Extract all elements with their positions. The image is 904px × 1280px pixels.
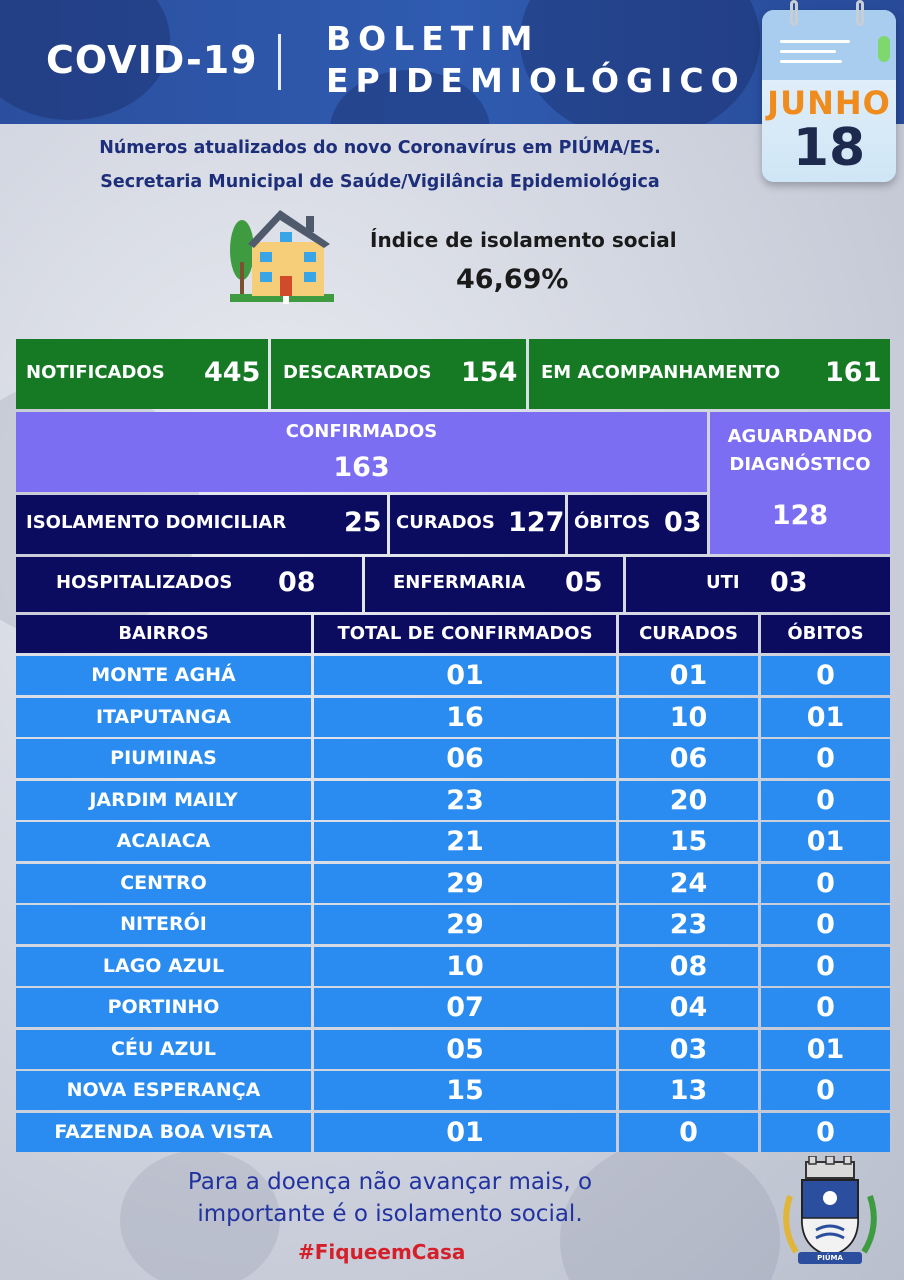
table-row — [16, 739, 890, 778]
curados-count: 15 — [619, 822, 758, 861]
obitos-count: 0 — [761, 905, 890, 944]
table-header-obitos: ÓBITOS — [761, 615, 890, 653]
notificados-label: NOTIFICADOS — [26, 362, 165, 383]
bairro-name: LAGO AZUL — [16, 947, 311, 986]
table-header-total: TOTAL DE CONFIRMADOS — [314, 615, 616, 653]
aguardando-label-line1: AGUARDANDO — [727, 426, 873, 447]
curados-count: 03 — [619, 1030, 758, 1069]
obitos-count: 0 — [761, 739, 890, 778]
descartados-label: DESCARTADOS — [283, 362, 432, 383]
bairro-name: JARDIM MAILY — [16, 781, 311, 820]
descartados-box — [271, 339, 526, 409]
table-row — [16, 988, 890, 1027]
curados-count: 0 — [619, 1113, 758, 1152]
curados-label: CURADOS — [396, 512, 495, 533]
isolamento-label: ISOLAMENTO DOMICILIAR — [26, 512, 287, 533]
calendar-ring-icon — [790, 0, 798, 26]
enfermaria-value: 05 — [565, 567, 603, 598]
bairro-name: FAZENDA BOA VISTA — [16, 1113, 311, 1152]
table-row — [16, 822, 890, 861]
aguardando-box — [710, 412, 890, 554]
confirmados-box — [16, 412, 707, 492]
total-confirmados: 29 — [314, 905, 616, 944]
hashtag: #FiqueemCasa — [298, 1240, 466, 1264]
table-row — [16, 1030, 890, 1069]
curados-count: 23 — [619, 905, 758, 944]
total-confirmados: 29 — [314, 864, 616, 903]
enfermaria-box — [365, 557, 623, 612]
bairro-name: NITERÓI — [16, 905, 311, 944]
notificados-value: 445 — [204, 357, 261, 388]
acompanhamento-box — [529, 339, 890, 409]
obitos-label: ÓBITOS — [574, 512, 651, 533]
table-row — [16, 1071, 890, 1110]
curados-value: 127 — [508, 507, 565, 538]
descartados-value: 154 — [461, 357, 518, 388]
acompanhamento-label: EM ACOMPANHAMENTO — [541, 362, 781, 383]
aguardando-label-line2: DIAGNÓSTICO — [729, 454, 871, 475]
curados-count: 13 — [619, 1071, 758, 1110]
table-row — [16, 1113, 890, 1152]
bairro-name: PORTINHO — [16, 988, 311, 1027]
boletim-line1: BOLETIM — [326, 19, 540, 58]
table-row — [16, 656, 890, 695]
bairro-name: NOVA ESPERANÇA — [16, 1071, 311, 1110]
curados-count: 24 — [619, 864, 758, 903]
curados-count: 04 — [619, 988, 758, 1027]
total-confirmados: 01 — [314, 656, 616, 695]
obitos-value: 03 — [664, 507, 702, 538]
calendar-ring-icon — [856, 0, 864, 26]
isolation-label: Índice de isolamento social — [370, 228, 677, 252]
obitos-count: 01 — [761, 1030, 890, 1069]
table-row — [16, 698, 890, 737]
total-confirmados: 23 — [314, 781, 616, 820]
house-icon — [226, 202, 338, 306]
total-confirmados: 01 — [314, 1113, 616, 1152]
bairro-name: CENTRO — [16, 864, 311, 903]
isolamento-value: 25 — [344, 507, 382, 538]
table-header-curados: CURADOS — [619, 615, 758, 653]
obitos-count: 0 — [761, 1113, 890, 1152]
bairro-name: CÉU AZUL — [16, 1030, 311, 1069]
obitos-box — [568, 495, 707, 554]
calendar-icon — [762, 10, 896, 182]
crest-label: PIÚMA — [817, 1254, 843, 1262]
aguardando-value: 128 — [771, 500, 829, 531]
subtitle-line2: Secretaria Municipal de Saúde/Vigilância Epidemiológica — [100, 172, 660, 192]
isolamento-box — [16, 495, 387, 554]
hospitalizados-value: 08 — [278, 567, 316, 598]
boletim-line2: EPIDEMIOLÓGICO — [326, 61, 746, 100]
header-divider — [278, 34, 281, 90]
bairro-name: ITAPUTANGA — [16, 698, 311, 737]
bairro-name: ACAIACA — [16, 822, 311, 861]
total-confirmados: 21 — [314, 822, 616, 861]
calendar-day: 18 — [792, 118, 866, 178]
curados-count: 06 — [619, 739, 758, 778]
curados-count: 08 — [619, 947, 758, 986]
total-confirmados: 16 — [314, 698, 616, 737]
acompanhamento-value: 161 — [825, 357, 882, 388]
obitos-count: 0 — [761, 947, 890, 986]
total-confirmados: 07 — [314, 988, 616, 1027]
bairro-name: MONTE AGHÁ — [16, 656, 311, 695]
uti-value: 03 — [770, 567, 808, 598]
notificados-box — [16, 339, 268, 409]
enfermaria-label: ENFERMARIA — [393, 572, 526, 593]
confirmados-label: CONFIRMADOS — [285, 421, 438, 442]
total-confirmados: 15 — [314, 1071, 616, 1110]
isolation-value: 46,69% — [456, 264, 569, 295]
subtitle-line1: Números atualizados do novo Coronavírus em PIÚMA/ES. — [99, 138, 661, 158]
confirmados-value: 163 — [333, 452, 390, 483]
uti-box — [626, 557, 890, 612]
total-confirmados: 05 — [314, 1030, 616, 1069]
total-confirmados: 06 — [314, 739, 616, 778]
city-crest-icon — [776, 1156, 884, 1268]
obitos-count: 0 — [761, 781, 890, 820]
footer-message-line1: Para a doença não avançar mais, o — [187, 1169, 593, 1195]
calendar-month: JUNHO — [767, 84, 891, 122]
curados-count: 10 — [619, 698, 758, 737]
covid-title: COVID-19 — [46, 38, 258, 82]
bairro-name: PIUMINAS — [16, 739, 311, 778]
table-header-bairros: BAIRROS — [16, 615, 311, 653]
obitos-count: 01 — [761, 698, 890, 737]
obitos-count: 0 — [761, 656, 890, 695]
obitos-count: 0 — [761, 1071, 890, 1110]
table-row — [16, 947, 890, 986]
total-confirmados: 10 — [314, 947, 616, 986]
boletim-title — [326, 18, 746, 102]
obitos-count: 0 — [761, 988, 890, 1027]
obitos-count: 0 — [761, 864, 890, 903]
table-row — [16, 864, 890, 903]
footer-message-line2: importante é o isolamento social. — [197, 1201, 583, 1227]
uti-label: UTI — [706, 572, 740, 593]
table-row — [16, 781, 890, 820]
curados-box — [390, 495, 565, 554]
curados-count: 01 — [619, 656, 758, 695]
obitos-count: 01 — [761, 822, 890, 861]
curados-count: 20 — [619, 781, 758, 820]
hospitalizados-box — [16, 557, 362, 612]
table-row — [16, 905, 890, 944]
hospitalizados-label: HOSPITALIZADOS — [56, 572, 233, 593]
